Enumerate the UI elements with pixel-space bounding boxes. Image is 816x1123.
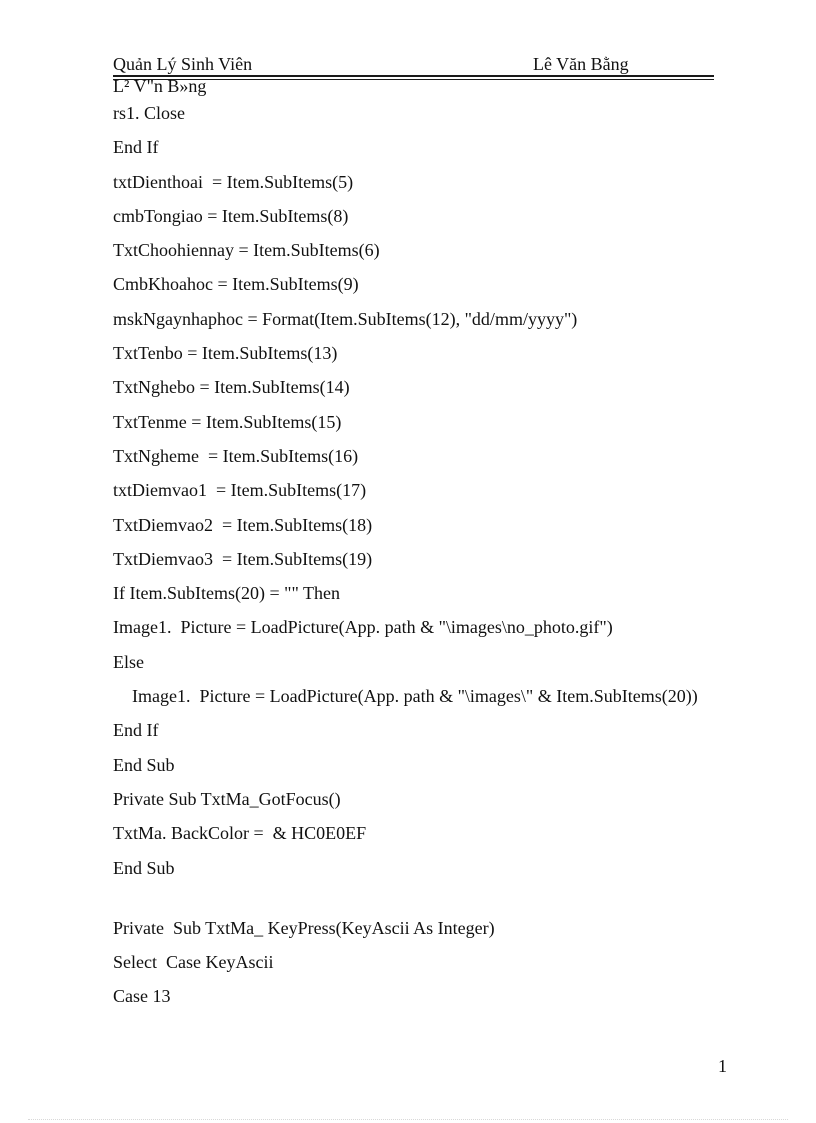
code-line: rs1. Close	[113, 103, 185, 123]
code-line: txtDiemvao1 = Item.SubItems(17)	[113, 480, 367, 501]
code-line: TxtMa. BackColor = & HC0E0EF	[113, 823, 367, 844]
page-number: 1	[718, 1056, 727, 1076]
code-line: txtDienthoai = Item.SubItems(5)	[113, 171, 354, 192]
code-line: Else	[113, 651, 144, 672]
code-block	[113, 100, 753, 1018]
page-header	[113, 52, 714, 76]
code-line: TxtChoohiennay = Item.SubItems(6)	[113, 240, 380, 261]
page-bottom-dotted-rule	[28, 1119, 788, 1120]
code-line: Private Sub TxtMa_ KeyPress(KeyAscii As Integer)	[113, 917, 495, 938]
code-line: Image1. Picture = LoadPicture(App. path & "\images\no_photo.gif")	[113, 617, 613, 638]
code-line: Case 13	[113, 986, 171, 1007]
code-line: TxtDiemvao3 = Item.SubItems(19)	[113, 548, 373, 569]
code-line: End If	[113, 720, 159, 741]
code-line: TxtTenbo = Item.SubItems(13)	[113, 343, 338, 364]
code-line: mskNgaynhaphoc = Format(Item.SubItems(12), "dd/mm/yyyy")	[113, 308, 578, 329]
header-overlap-text: L² V"n B»ng	[113, 76, 207, 96]
header-author: Lê Văn Bằng	[533, 54, 629, 74]
code-line: If Item.SubItems(20) = "" Then	[113, 583, 340, 604]
code-line: Select Case KeyAscii	[113, 952, 274, 973]
code-line: Image1. Picture = LoadPicture(App. path & "\images\" & Item.SubItems(20))	[132, 686, 698, 707]
code-line: TxtNgheme = Item.SubItems(16)	[113, 445, 359, 466]
header-title: Quản Lý Sinh Viên	[113, 54, 253, 74]
code-line: cmbTongiao = Item.SubItems(8)	[113, 205, 349, 226]
code-line: CmbKhoahoc = Item.SubItems(9)	[113, 274, 359, 295]
code-line: TxtDiemvao2 = Item.SubItems(18)	[113, 514, 373, 535]
code-line: TxtNghebo = Item.SubItems(14)	[113, 377, 350, 398]
code-line: End Sub	[113, 754, 175, 775]
code-line: Private Sub TxtMa_GotFocus()	[113, 788, 341, 809]
blank-line	[113, 889, 753, 915]
code-line: End Sub	[113, 857, 175, 878]
code-line: TxtTenme = Item.SubItems(15)	[113, 411, 342, 432]
code-line: End If	[113, 137, 159, 158]
